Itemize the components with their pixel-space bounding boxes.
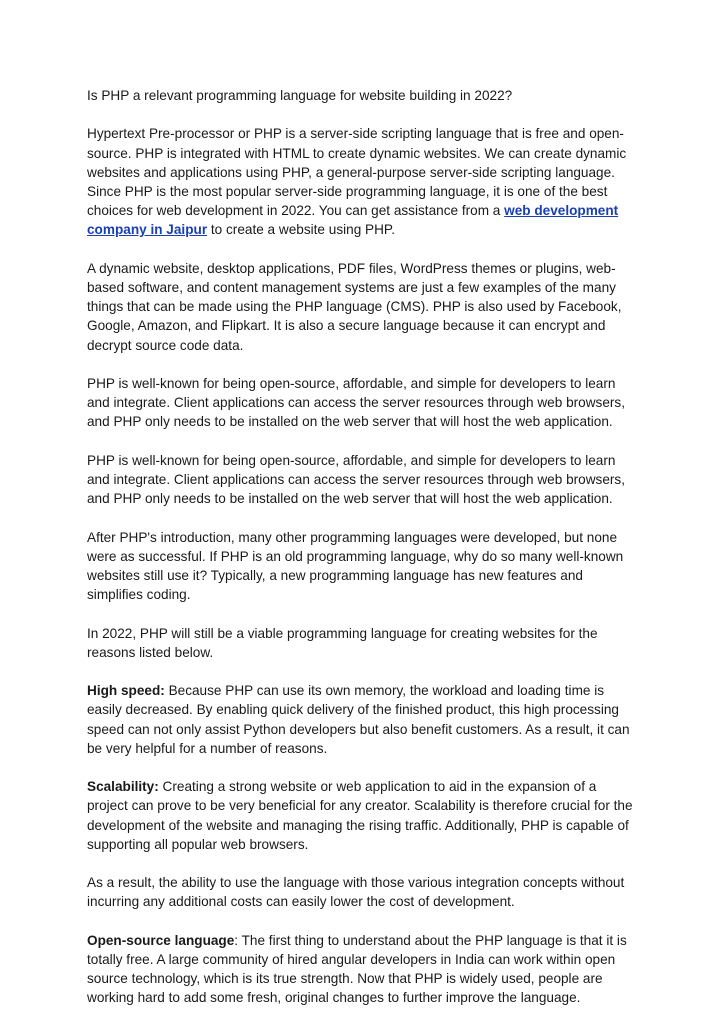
high-speed-paragraph — [87, 681, 639, 758]
high-speed-heading: High speed: — [87, 683, 165, 699]
scalability-text: Creating a strong website or web application to aid in the expansion of a project can prove to be very beneficial for any creator. Scalability is therefore crucial for the development of the website and managing the rising traffic. Additionally, PHP is capable of supporting all popular web browsers. — [87, 779, 633, 852]
scalability-paragraph — [87, 777, 639, 854]
scalability-heading: Scalability: — [87, 779, 159, 795]
well-known-paragraph-1: PHP is well-known for being open-source, affordable, and simple for developers to learn and integrate. Client applications can access the server resources through web browsers, and PHP only needs to be installed on the web server that will host the web application. — [87, 376, 625, 430]
intro-text-after-link: to create a website using PHP. — [207, 222, 396, 238]
intro-text-before-link: Hypertext Pre-processor or PHP is a server-side scripting language that is free and open-source. PHP is integrated with HTML to create dynamic websites. We can create dynamic websites and applications using PHP, a general-purpose server-side scripting language. Since PHP is the most popular server-side programming language, it is one of the best choices for web development in 2022. You can get assistance from a — [87, 126, 627, 219]
cost-paragraph: As a result, the ability to use the language with those various integration concepts without incurring any additional costs can easily lower the cost of development. — [87, 875, 625, 910]
intro-paragraph — [87, 124, 639, 239]
document-page — [87, 86, 639, 1027]
high-speed-text: Because PHP can use its own memory, the workload and loading time is easily decreased. By enabling quick delivery of the finished product, this high processing speed can not only assist Python developers but also benefit customers. As a result, it can be very helpful for a number of reasons. — [87, 683, 630, 756]
well-known-paragraph-2: PHP is well-known for being open-source, affordable, and simple for developers to learn and integrate. Client applications can access the server resources through web browsers, and PHP only needs to be installed on the web server that will host the web application. — [87, 452, 625, 507]
web-development-link[interactable]: web development company in Jaipur — [87, 203, 619, 238]
reasons-paragraph: In 2022, PHP will still be a viable programming language for creating websites for the reasons listed below. — [87, 625, 598, 660]
open-source-heading: Open-source language — [87, 932, 235, 948]
history-paragraph: After PHP's introduction, many other programming languages were developed, but none were as successful. If PHP is an old programming language, why do so many well-known websites still use it? Typically, a new programming language has new features and simplifies coding. — [87, 529, 624, 603]
uses-paragraph: A dynamic website, desktop applications, PDF files, WordPress themes or plugins, web-based software, and content management systems are just a few examples of the many things that can be made using the PHP language (CMS). PHP is also used by Facebook, Google, Amazon, and Flipkart. It is also a secure language because it can encrypt and decrypt source code data. — [87, 260, 622, 353]
open-source-text: : The first thing to understand about the PHP language is that it is totally free. A large community of hired angular developers in India can work within open source technology, which is its true strength. Now that PHP is widely used, people are working hard to add some fresh, original changes to further improve the language. — [87, 932, 627, 1006]
document-title: Is PHP a relevant programming language for website building in 2022? — [87, 88, 513, 103]
open-source-paragraph — [87, 931, 639, 1008]
